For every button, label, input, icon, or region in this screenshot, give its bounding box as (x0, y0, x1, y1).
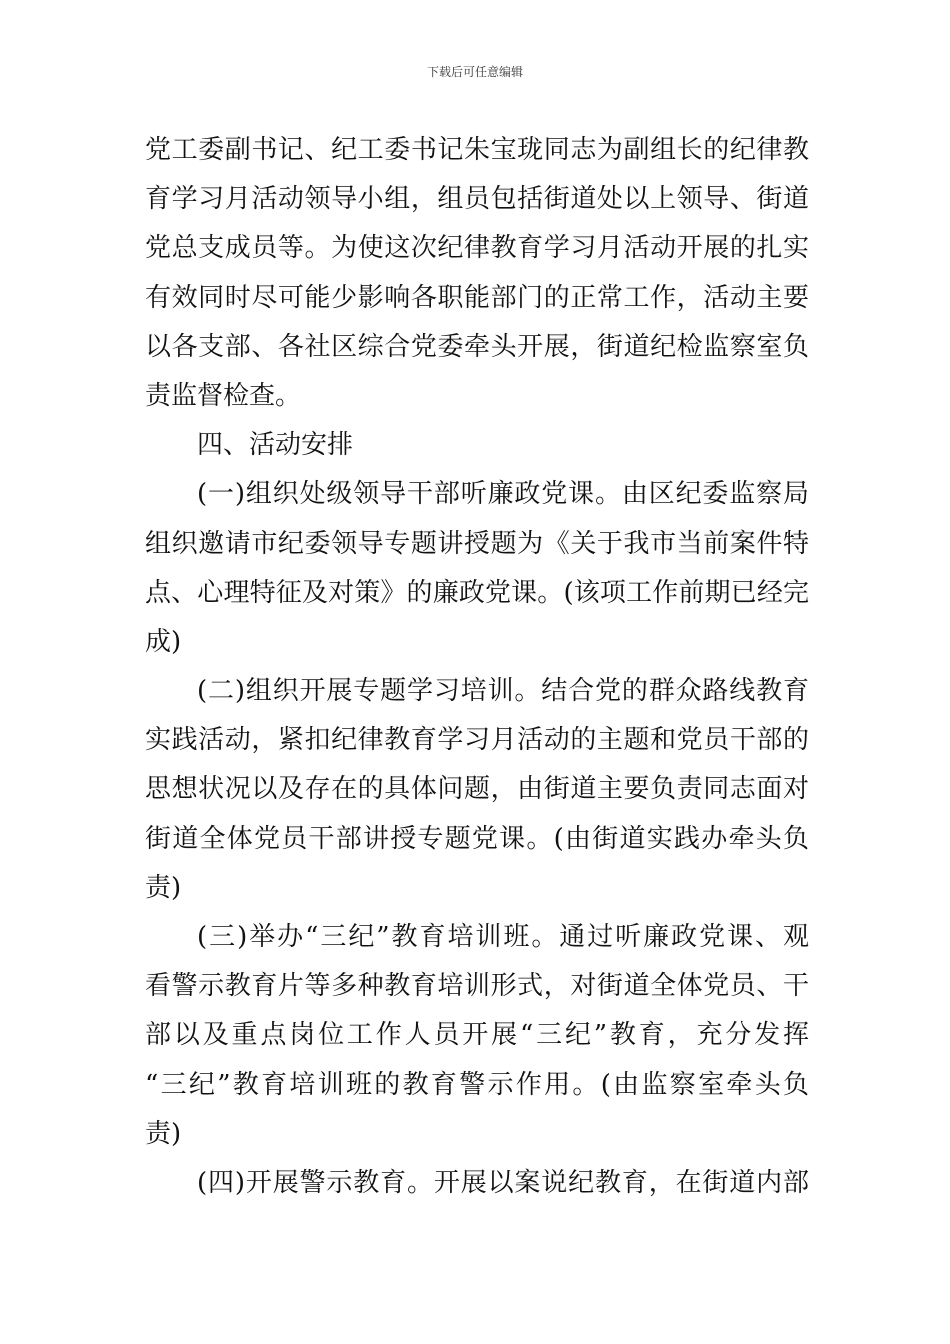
text-line: 责) (145, 1118, 182, 1149)
page-header: 下载后可任意编辑 (426, 65, 523, 79)
text-line: 看警示教育片等多种教育培训形式，对街道全体党员、干 (145, 971, 809, 1002)
text-line: (一)组织处级领导干部听廉政党课。由区纪委监察局 (197, 479, 809, 510)
text-line: 党工委副书记、纪工委书记朱宝珑同志为副组长的纪律教 (145, 135, 809, 165)
text-line: 四、活动安排 (197, 430, 354, 461)
text-line: 责) (145, 872, 182, 903)
text-line: 有效同时尽可能少影响各职能部门的正常工作，活动主要 (145, 282, 809, 313)
text-line: 实践活动，紧扣纪律教育学习月活动的主题和党员干部的 (145, 725, 809, 756)
document-body (145, 126, 809, 1208)
text-line: 成) (145, 626, 182, 657)
text-line: 党总支成员等。为使这次纪律教育学习月活动开展的扎实 (145, 233, 809, 264)
text-line: (四)开展警示教育。开展以案说纪教育，在街道内部 (197, 1167, 809, 1198)
text-line: (二)组织开展专题学习培训。结合党的群众路线教育 (197, 676, 809, 707)
text-line: 思想状况以及存在的具体问题，由街道主要负责同志面对 (145, 774, 809, 805)
text-line: (三)举办“三纪”教育培训班。通过听廉政党课、观 (197, 922, 809, 952)
text-line: 组织邀请市纪委领导专题讲授题为《关于我市当前案件特 (145, 528, 809, 559)
text-line: 街道全体党员干部讲授专题党课。(由街道实践办牵头负 (145, 823, 809, 854)
text-line: 育学习月活动领导小组，组员包括街道处以上领导、街道 (145, 184, 809, 215)
text-line: 责监督检查。 (145, 380, 302, 411)
text-line: “三纪”教育培训班的教育警示作用。(由监察室牵头负 (145, 1069, 809, 1100)
text-line: 点、心理特征及对策》的廉政党课。(该项工作前期已经完 (145, 577, 809, 608)
text-line: 部以及重点岗位工作人员开展“三纪”教育，充分发挥 (145, 1020, 809, 1051)
text-line: 以各支部、各社区综合党委牵头开展，街道纪检监察室负 (145, 331, 809, 362)
